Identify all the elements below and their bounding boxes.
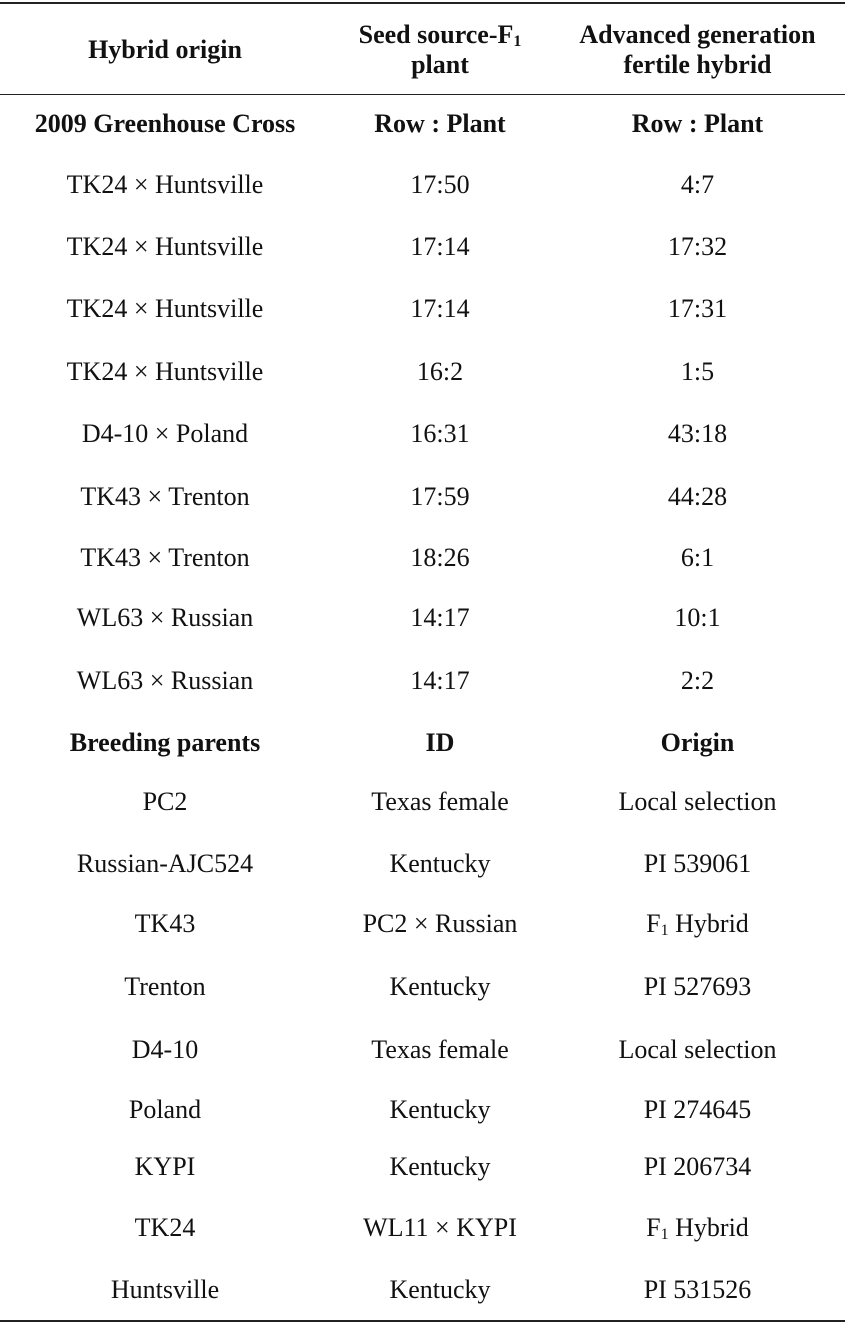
cell-parent: D4-10 bbox=[131, 1035, 199, 1064]
cell-parent: Huntsville bbox=[110, 1275, 220, 1304]
table-row bbox=[0, 1151, 845, 1183]
cell-seed-source: 17:14 bbox=[410, 232, 470, 261]
header-seed-source bbox=[330, 20, 550, 80]
table-row bbox=[0, 602, 845, 634]
section-col3-greenhouse: Row : Plant bbox=[631, 109, 764, 138]
table-header-rule bbox=[0, 94, 845, 95]
cell-hybrid-origin: TK24 × Huntsville bbox=[66, 294, 264, 323]
cell-origin: $F_1$ Hybrid bbox=[646, 1213, 749, 1243]
cell-seed-source: 17:50 bbox=[410, 170, 470, 199]
cell-hybrid-origin: TK24 × Huntsville bbox=[66, 357, 264, 386]
table-row bbox=[0, 418, 845, 450]
header-advanced-line2: fertile hybrid bbox=[623, 50, 772, 79]
section-header-breeding bbox=[0, 727, 845, 759]
table-row bbox=[0, 542, 845, 574]
cell-seed-source: 14:17 bbox=[410, 666, 470, 695]
cell-id: Kentucky bbox=[389, 972, 491, 1001]
section-title-greenhouse: 2009 Greenhouse Cross bbox=[34, 109, 296, 138]
header-seed-source-line2: plant bbox=[411, 50, 469, 79]
cell-origin: PI 539061 bbox=[643, 849, 752, 878]
header-hybrid-origin: Hybrid origin bbox=[88, 35, 242, 64]
header-advanced-line1: Advanced generation bbox=[579, 20, 816, 49]
cell-advanced: 17:31 bbox=[667, 294, 728, 323]
cell-advanced: 10:1 bbox=[674, 603, 721, 632]
cell-seed-source: 17:14 bbox=[410, 294, 470, 323]
table-row bbox=[0, 1212, 845, 1244]
cell-parent: PC2 bbox=[142, 787, 188, 816]
cell-seed-source: 16:2 bbox=[416, 357, 464, 386]
table-row bbox=[0, 665, 845, 697]
cell-parent: KYPI bbox=[134, 1152, 196, 1181]
cell-parent: TK43 bbox=[134, 909, 196, 938]
cell-origin: PI 206734 bbox=[643, 1152, 752, 1181]
cell-hybrid-origin: TK24 × Huntsville bbox=[66, 170, 264, 199]
cell-hybrid-origin: TK43 × Trenton bbox=[80, 482, 250, 511]
cell-advanced: 44:28 bbox=[667, 482, 728, 511]
table-row bbox=[0, 481, 845, 513]
section-col3-breeding: Origin bbox=[660, 728, 735, 757]
table-row bbox=[0, 1094, 845, 1126]
cell-seed-source: 14:17 bbox=[410, 603, 470, 632]
table-row bbox=[0, 848, 845, 880]
header-advanced-generation bbox=[550, 20, 845, 80]
table-top-rule bbox=[0, 2, 845, 4]
table-header bbox=[0, 14, 845, 86]
cell-parent: TK24 bbox=[134, 1213, 196, 1242]
cell-seed-source: 17:59 bbox=[410, 482, 470, 511]
table-row bbox=[0, 1034, 845, 1066]
cell-origin: $F_1$ Hybrid bbox=[646, 909, 749, 939]
cell-id: Kentucky bbox=[389, 1095, 491, 1124]
table-row bbox=[0, 231, 845, 263]
cell-hybrid-origin: TK43 × Trenton bbox=[80, 543, 250, 572]
cell-id: WL11 × KYPI bbox=[363, 1213, 517, 1242]
cell-origin: PI 274645 bbox=[643, 1095, 752, 1124]
cell-hybrid-origin: WL63 × Russian bbox=[76, 666, 254, 695]
cell-id: Texas female bbox=[371, 787, 509, 816]
section-col2-breeding: ID bbox=[425, 728, 455, 757]
cell-parent: Poland bbox=[128, 1095, 202, 1124]
table-bottom-rule bbox=[0, 1320, 845, 1322]
table-row bbox=[0, 908, 845, 940]
cell-id: Kentucky bbox=[389, 1275, 491, 1304]
cell-seed-source: 18:26 bbox=[410, 543, 470, 572]
cell-origin: Local selection bbox=[618, 787, 777, 816]
section-col2-greenhouse: Row : Plant bbox=[374, 109, 506, 138]
table-row bbox=[0, 971, 845, 1003]
cell-parent: Trenton bbox=[124, 972, 206, 1001]
section-header-greenhouse bbox=[0, 108, 845, 140]
cell-advanced: 4:7 bbox=[680, 170, 715, 199]
cell-parent: Russian-AJC524 bbox=[76, 849, 254, 878]
cell-id: Kentucky bbox=[389, 1152, 491, 1181]
cell-origin: PI 531526 bbox=[643, 1275, 752, 1304]
cell-origin: PI 527693 bbox=[643, 972, 752, 1001]
cell-advanced: 1:5 bbox=[680, 357, 715, 386]
section-title-breeding: Breeding parents bbox=[69, 728, 261, 757]
cell-advanced: 43:18 bbox=[667, 419, 728, 448]
cell-seed-source: 16:31 bbox=[410, 419, 470, 448]
cell-id: Texas female bbox=[371, 1035, 509, 1064]
cell-advanced: 2:2 bbox=[680, 666, 715, 695]
cell-id: Kentucky bbox=[389, 849, 491, 878]
table-row bbox=[0, 293, 845, 325]
table-row bbox=[0, 786, 845, 818]
table-row bbox=[0, 169, 845, 201]
header-seed-source-line1: Seed source-$F_1$ bbox=[358, 20, 522, 50]
table-row bbox=[0, 1274, 845, 1306]
table-row bbox=[0, 356, 845, 388]
cell-hybrid-origin: D4-10 × Poland bbox=[81, 419, 249, 448]
cell-hybrid-origin: WL63 × Russian bbox=[76, 603, 254, 632]
cell-hybrid-origin: TK24 × Huntsville bbox=[66, 232, 264, 261]
cell-advanced: 17:32 bbox=[667, 232, 728, 261]
cell-origin: Local selection bbox=[618, 1035, 777, 1064]
cell-advanced: 6:1 bbox=[680, 543, 715, 572]
cell-id: PC2 × Russian bbox=[362, 909, 518, 938]
